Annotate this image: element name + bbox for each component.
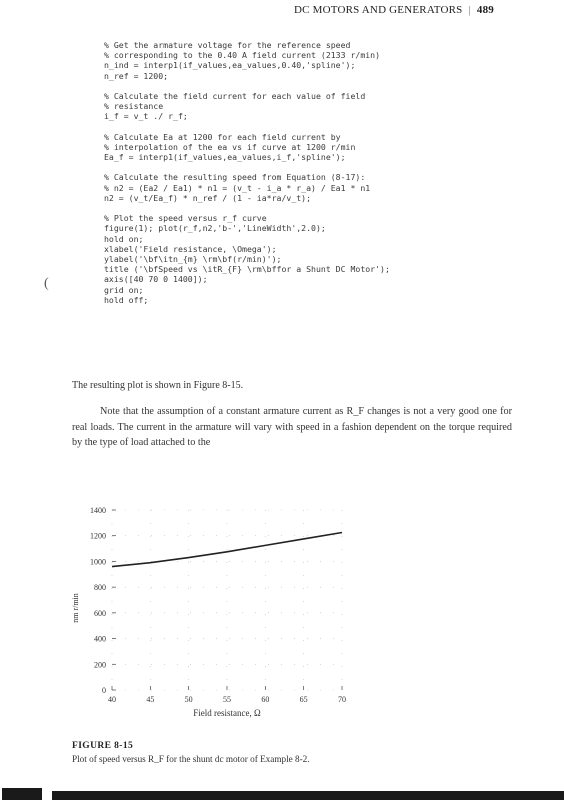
chart-y-axis-label: nm r/min xyxy=(71,593,80,623)
code-line: Ea_f = interp1(if_values,ea_values,i_f,'spline'); xyxy=(104,152,346,163)
x-tick-label: 60 xyxy=(261,695,270,704)
code-line: xlabel('Field resistance, \Omega'); xyxy=(104,243,277,254)
x-tick-label: 50 xyxy=(184,695,193,704)
code-line: n_ind = interp1(if_values,ea_values,0.40,'spline'); xyxy=(104,60,356,71)
x-tick-label: 65 xyxy=(299,695,308,704)
x-tick-label: 45 xyxy=(146,695,155,704)
code-line: figure(1); plot(r_f,n2,'b-','LineWidth',2.0); xyxy=(104,223,326,234)
code-line: axis([40 70 0 1400]); xyxy=(104,274,208,285)
code-line: hold off; xyxy=(104,294,149,305)
running-head-separator: | xyxy=(468,4,471,16)
page-number: 489 xyxy=(476,4,494,16)
x-tick-label: 55 xyxy=(223,695,231,704)
running-head xyxy=(294,4,494,16)
running-head-title: DC MOTORS AND GENERATORS xyxy=(293,4,463,16)
bottom-rule-right xyxy=(52,791,564,800)
code-line: % resistance xyxy=(104,101,164,112)
chart-grid xyxy=(112,510,342,690)
y-tick-label: 0 xyxy=(102,686,106,695)
code-line xyxy=(104,122,524,132)
speed-vs-field-resistance-chart xyxy=(60,492,360,732)
code-line: % corresponding to the 0.40 A field current (2133 r/min) xyxy=(104,50,381,61)
margin-mark: ( xyxy=(44,276,49,291)
code-line: % interpolation of the ea vs if curve at 1200 r/min xyxy=(104,141,356,152)
code-line: grid on; xyxy=(104,284,144,295)
bottom-rule-left xyxy=(2,788,42,800)
chart-x-axis-label: Field resistance, Ω xyxy=(193,708,261,718)
y-tick-label: 600 xyxy=(94,608,106,618)
y-tick-label: 400 xyxy=(94,634,106,644)
code-line: i_f = v_t ./ r_f; xyxy=(104,111,188,122)
code-line: % Get the armature voltage for the reference speed xyxy=(104,40,351,50)
code-line: n_ref = 1200; xyxy=(104,70,169,81)
body-paragraph: Note that the assumption of a constant armature current as R_F changes is not a very good one for real loads. The current in the armature will vary with speed in a fashion dependent on the torque required by the type of load attached to the xyxy=(72,406,512,448)
resulting-plot-text: The resulting plot is shown in Figure 8-15. xyxy=(72,380,244,391)
y-tick-label: 200 xyxy=(94,660,106,670)
x-tick-label: 70 xyxy=(338,695,346,704)
code-line: n2 = (v_t/Ea_f) * n_ref / (1 - ia*ra/v_t); xyxy=(104,192,312,203)
code-line: % Calculate Ea at 1200 for each field current by xyxy=(104,131,341,142)
y-tick-label: 800 xyxy=(94,583,106,593)
figure-label: FIGURE 8-15 xyxy=(72,741,134,751)
matlab-code-listing xyxy=(104,40,524,305)
x-tick-label: 40 xyxy=(108,695,116,704)
code-line: % Plot the speed versus r_f curve xyxy=(104,213,267,224)
code-line: title ('\bfSpeed vs \itR_{F} \rm\bffor a Shunt DC Motor'); xyxy=(104,264,390,275)
figure-caption: Plot of speed versus R_F for the shunt dc motor of Example 8-2. xyxy=(72,754,310,764)
code-line xyxy=(104,162,524,172)
code-line: hold on; xyxy=(104,233,144,244)
code-line: % Calculate the resulting speed from Equation (8-17): xyxy=(104,172,366,183)
y-tick-label: 1000 xyxy=(90,557,106,567)
code-line: ylabel('\bf\itn_{m} \rm\bf(r/min)'); xyxy=(104,253,282,264)
y-tick-label: 1200 xyxy=(90,531,106,541)
code-line: % n2 = (Ea2 / Ea1) * n1 = (v_t - i_a * r_a) / Ea1 * n1 xyxy=(104,182,371,193)
chart-x-ticks xyxy=(108,686,346,704)
code-line xyxy=(104,203,524,213)
bottom-rule xyxy=(0,788,564,800)
code-line: % Calculate the field current for each value of field xyxy=(104,90,366,101)
code-line xyxy=(104,81,524,91)
y-tick-label: 1400 xyxy=(90,506,106,515)
